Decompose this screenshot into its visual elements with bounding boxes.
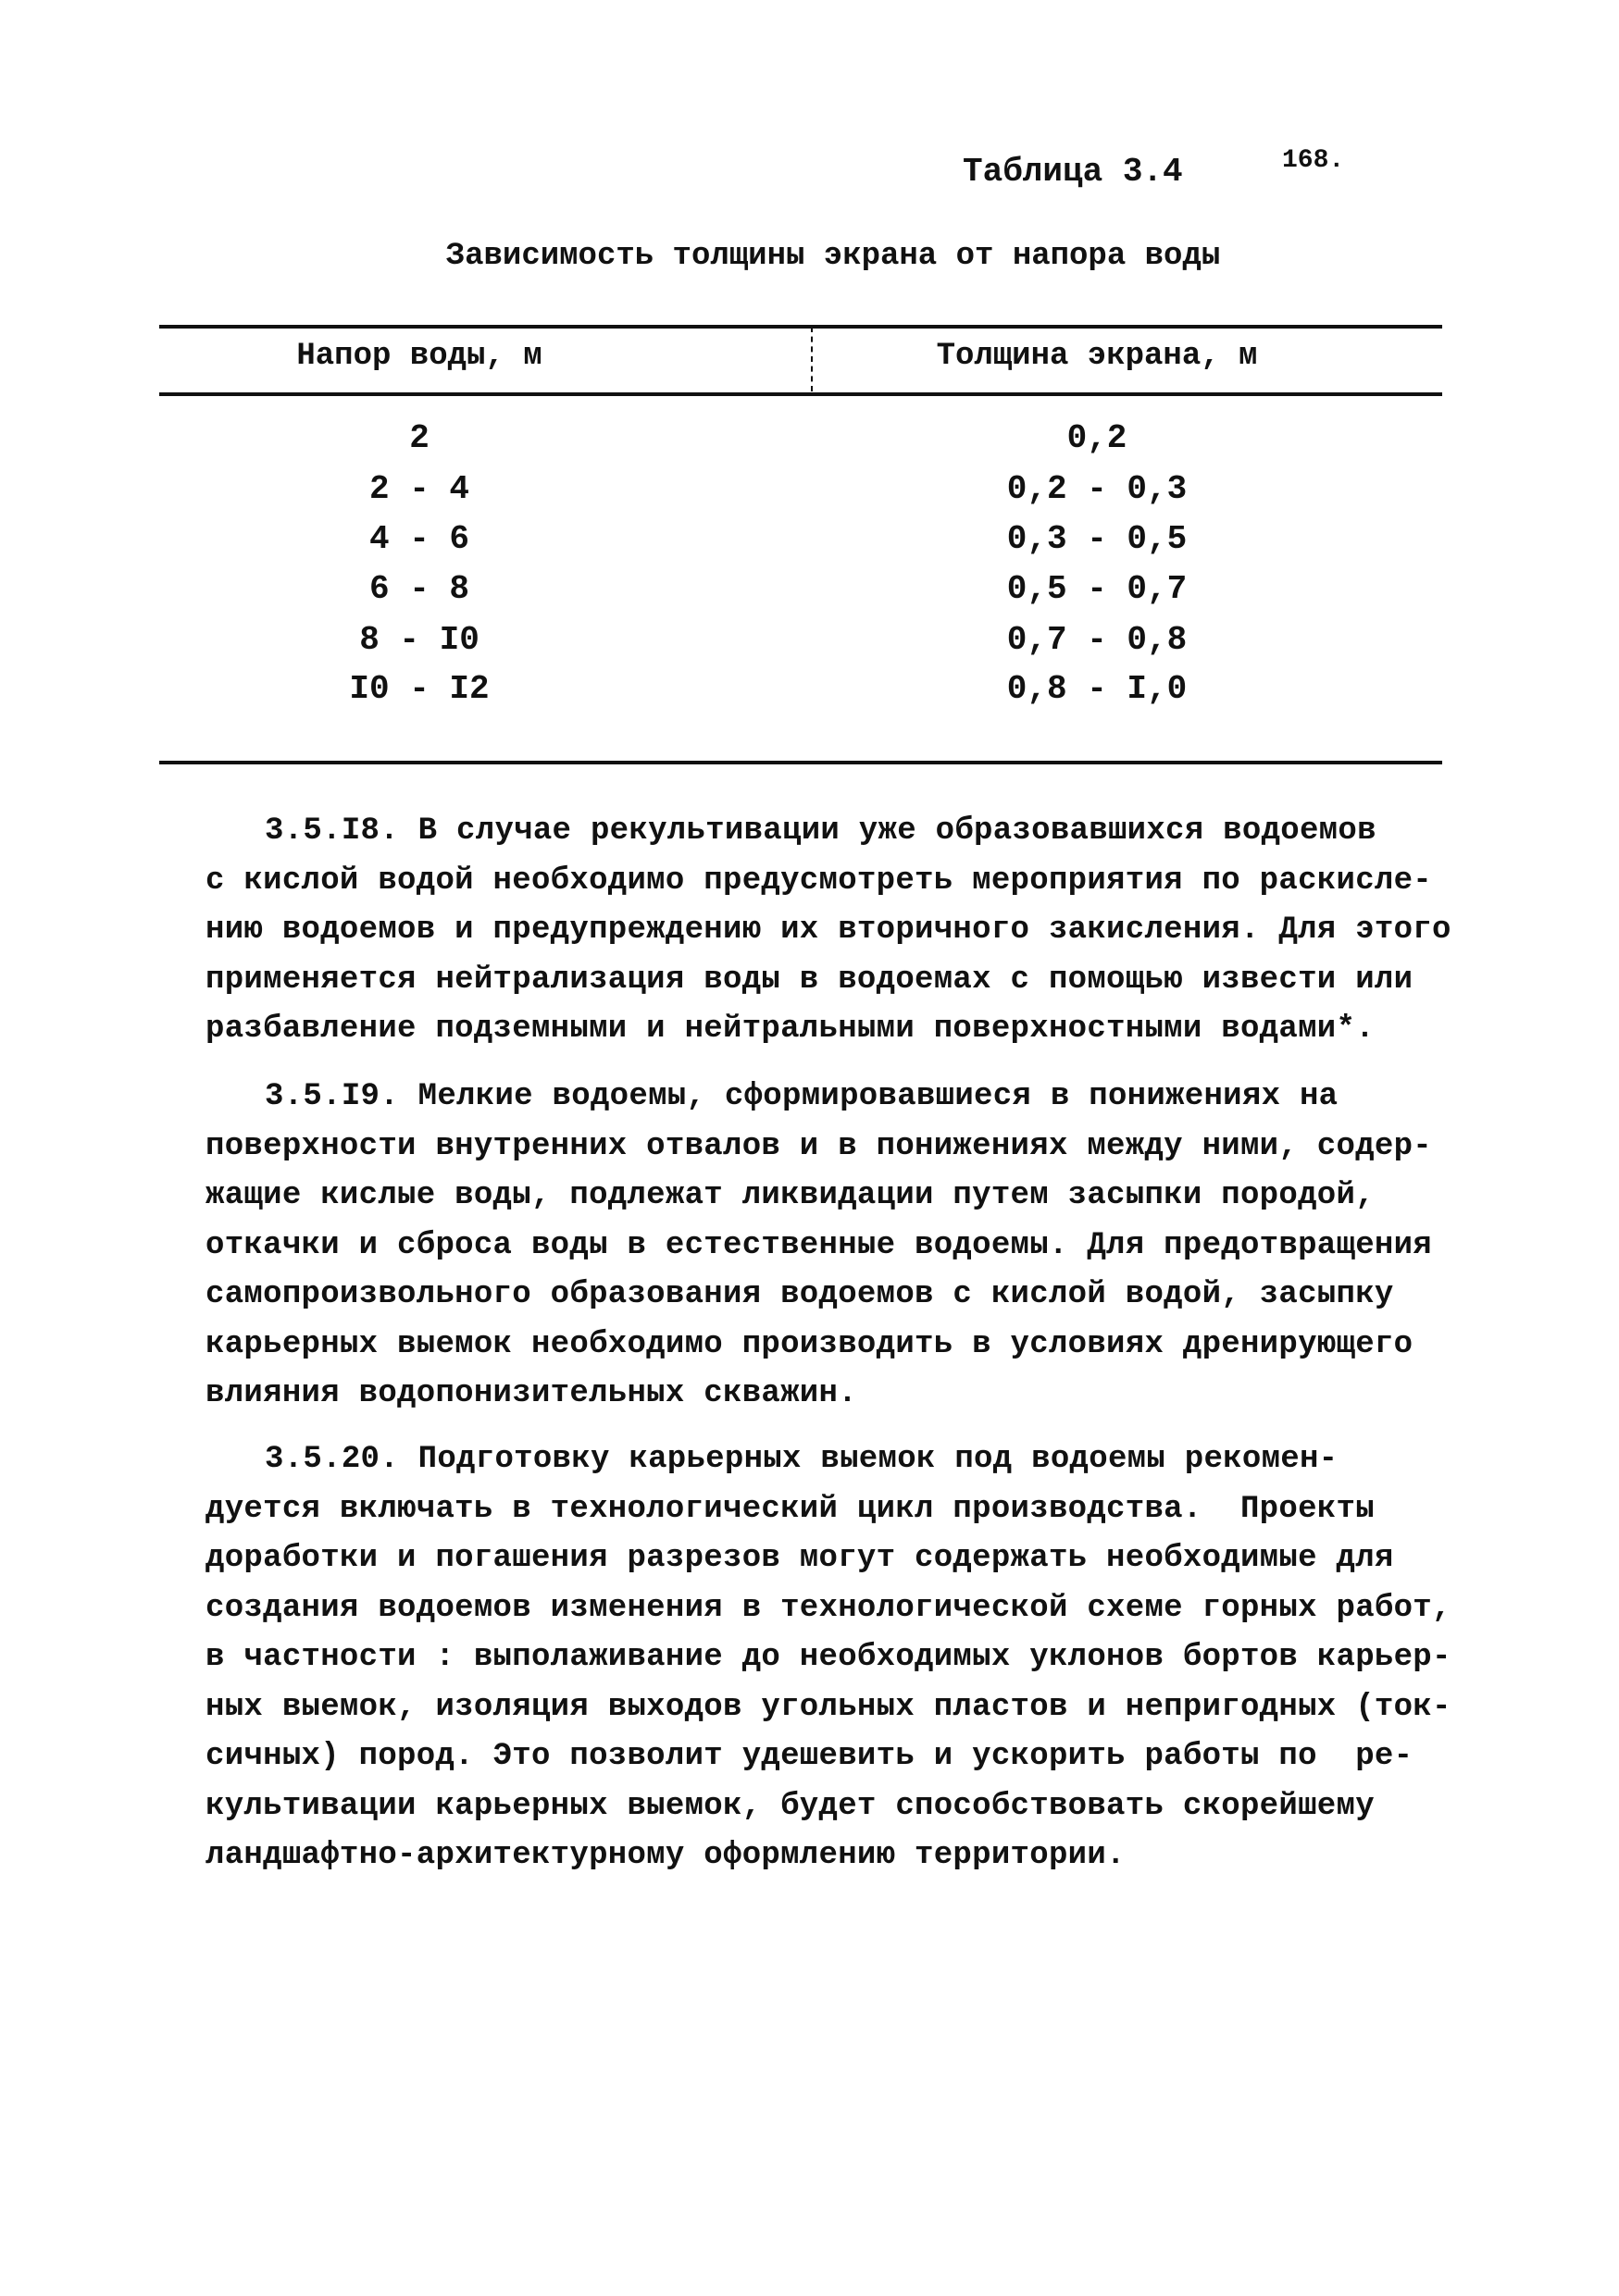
table-caption: Зависимость толщины экрана от напора воды bbox=[445, 239, 1221, 274]
cell-screen-thickness: 0,3 - 0,5 bbox=[1006, 520, 1188, 558]
cell-water-head: 2 - 4 bbox=[368, 470, 470, 508]
cell-screen-thickness: 0,2 bbox=[1066, 419, 1127, 457]
text-line: дуется включать в технологический цикл производства. Проекты bbox=[205, 1491, 1375, 1527]
text-line: в частности : выполаживание до необходимых уклонов бортов карьер- bbox=[205, 1640, 1451, 1675]
cell-water-head: 6 - 8 bbox=[368, 570, 470, 608]
text-line: 3.5.20. Подготовку карьерных выемок под водоемы рекомен- bbox=[265, 1442, 1339, 1477]
table-header-rule bbox=[159, 392, 1442, 396]
cell-screen-thickness: 0,2 - 0,3 bbox=[1006, 470, 1188, 508]
cell-screen-thickness: 0,8 - I,0 bbox=[1006, 670, 1188, 708]
text-line: нию водоемов и предупреждению их вторичного закисления. Для этого bbox=[205, 912, 1451, 948]
text-line: карьерных выемок необходимо производить в условиях дренирующего bbox=[205, 1326, 1414, 1362]
table-bottom-rule bbox=[159, 761, 1442, 764]
text-line: влияния водопонизительных скважин. bbox=[205, 1376, 857, 1411]
paragraph-3-5-20 bbox=[205, 1435, 1501, 1881]
text-line: 3.5.I9. Мелкие водоемы, сформировавшиеся в понижениях на bbox=[265, 1079, 1339, 1114]
cell-screen-thickness: 0,7 - 0,8 bbox=[1006, 621, 1188, 659]
table-label: Таблица 3.4 bbox=[963, 153, 1183, 191]
text-line: применяется нейтрализация воды в водоемах с помощью извести или bbox=[205, 962, 1414, 998]
paragraph-3-5-18 bbox=[205, 807, 1501, 1055]
cell-water-head: 2 bbox=[409, 419, 430, 457]
cell-screen-thickness: 0,5 - 0,7 bbox=[1006, 570, 1188, 608]
text-line: самопроизвольного образования водоемов с кислой водой, засыпку bbox=[205, 1277, 1394, 1312]
text-line: ных выемок, изоляция выходов угольных пластов и непригодных (ток- bbox=[205, 1689, 1451, 1725]
cell-water-head: I0 - I2 bbox=[349, 670, 490, 708]
text-line: разбавление подземными и нейтральными поверхностными водами*. bbox=[205, 1011, 1375, 1047]
header-column-separator bbox=[811, 327, 815, 391]
text-line: культивации карьерных выемок, будет способствовать скорейшему bbox=[205, 1788, 1375, 1824]
text-line: сичных) пород. Это позволит удешевить и ускорить работы по ре- bbox=[205, 1739, 1414, 1774]
paragraph-3-5-19 bbox=[205, 1073, 1501, 1420]
text-line: откачки и сброса воды в естественные водоемы. Для предотвращения bbox=[205, 1227, 1433, 1263]
page-number: 168. bbox=[1282, 146, 1345, 175]
text-line: 3.5.I8. В случае рекультивации уже образовавшихся водоемов bbox=[265, 813, 1376, 849]
text-line: поверхности внутренних отвалов и в понижениях между ними, содер- bbox=[205, 1128, 1433, 1164]
text-line: создания водоемов изменения в технологической схеме горных работ, bbox=[205, 1590, 1451, 1626]
text-line: жащие кислые воды, подлежат ликвидации путем засыпки породой, bbox=[205, 1178, 1375, 1213]
header-screen-thickness: Толщина экрана, м bbox=[936, 339, 1258, 374]
table-top-rule bbox=[159, 325, 1442, 329]
cell-water-head: 8 - I0 bbox=[359, 621, 479, 659]
header-water-head: Напор воды, м bbox=[296, 339, 542, 374]
cell-water-head: 4 - 6 bbox=[368, 520, 470, 558]
text-line: ландшафтно-архитектурному оформлению территории. bbox=[205, 1838, 1126, 1873]
text-line: с кислой водой необходимо предусмотреть мероприятия по раскисле- bbox=[205, 863, 1433, 899]
text-line: доработки и погашения разрезов могут содержать необходимые для bbox=[205, 1541, 1394, 1576]
